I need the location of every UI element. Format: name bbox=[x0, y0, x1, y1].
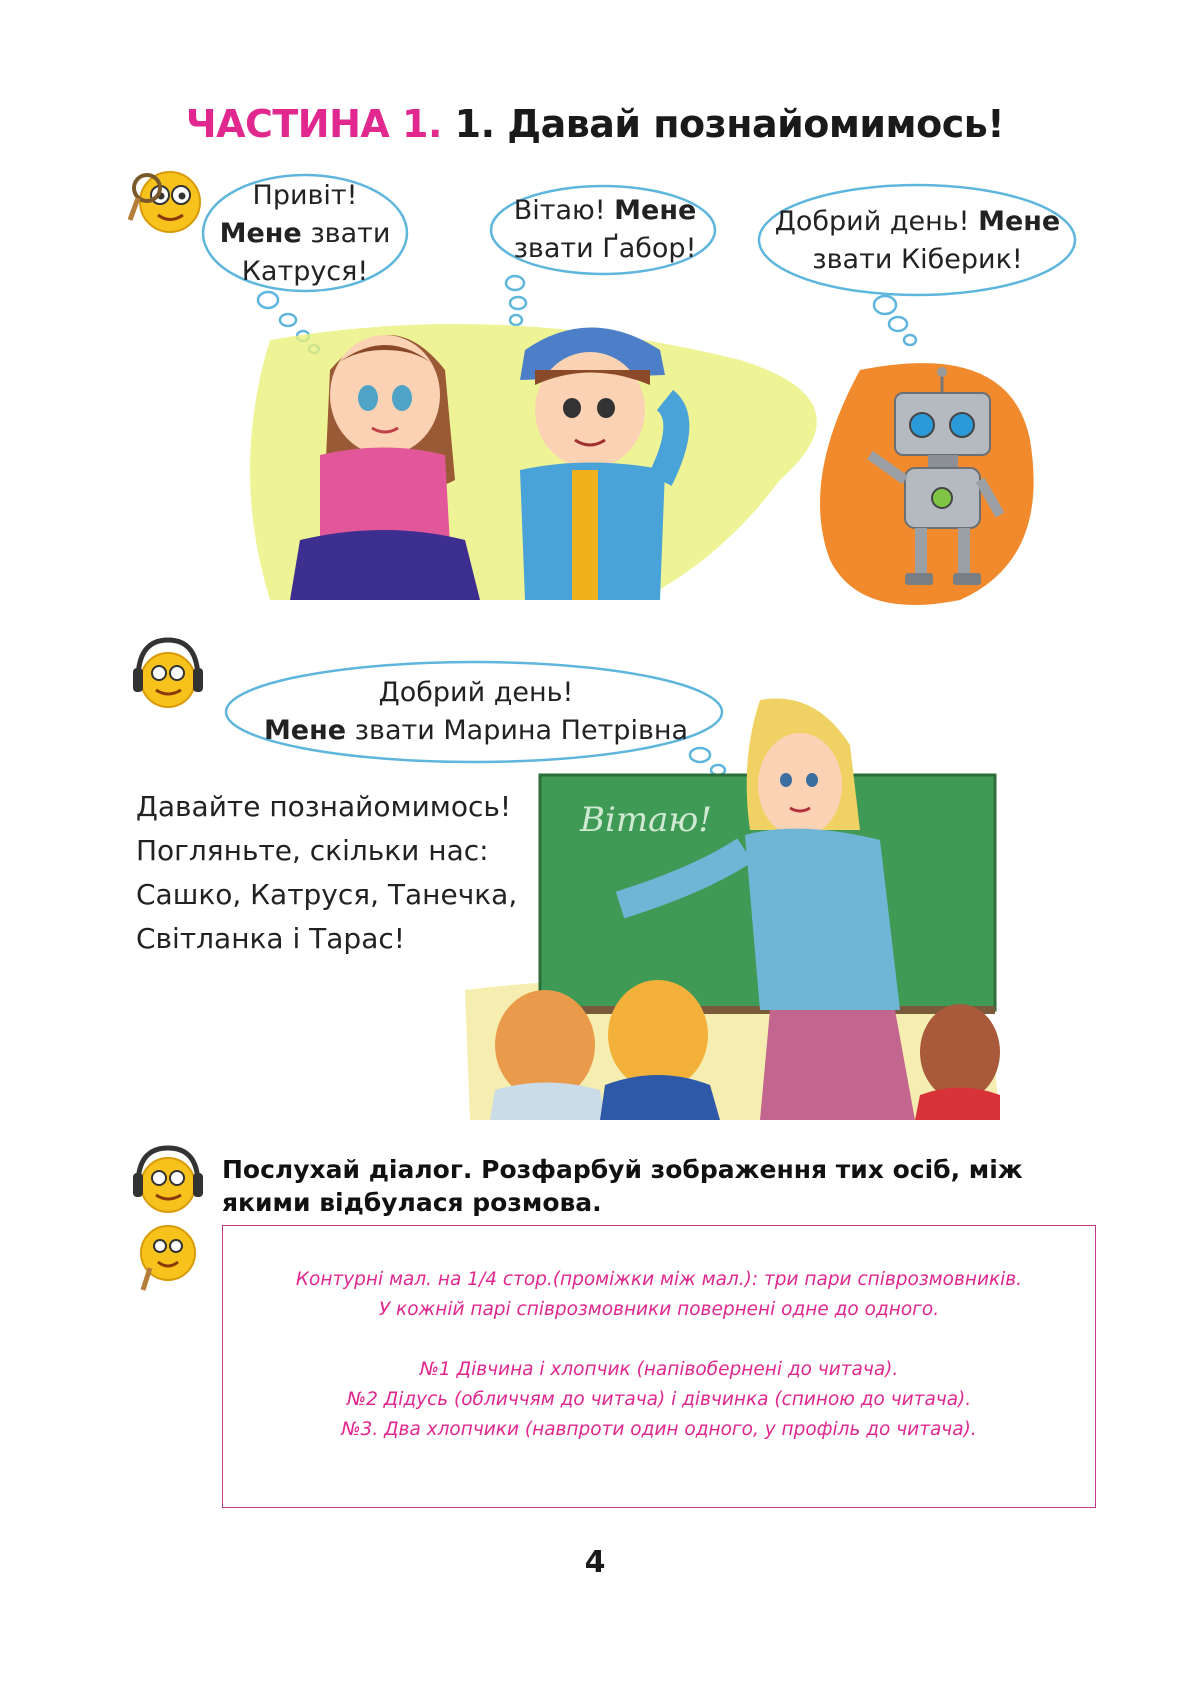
bubble-pre: Добрий день! bbox=[774, 206, 979, 237]
blackboard-text: Вітаю! bbox=[580, 800, 712, 840]
bubble-rest: звати bbox=[301, 218, 391, 249]
headphones-emoji-icon bbox=[133, 640, 203, 707]
intro-line: Давайте познайомимось! bbox=[136, 790, 512, 823]
bubble-line: Добрий день! bbox=[378, 677, 574, 708]
task-instruction: Послухай діалог. Розфарбуй зображення тих осіб, між якими відбулася розмова. bbox=[222, 1155, 1023, 1217]
bubble-kiberyk-text bbox=[765, 203, 1070, 279]
bubble-teacher-text bbox=[236, 674, 716, 750]
headphones-emoji-icon-2 bbox=[133, 1148, 203, 1212]
bubble-line bbox=[236, 712, 716, 750]
classroom-illustration bbox=[465, 698, 1000, 1120]
bubble-bold: Мене bbox=[219, 218, 302, 249]
intro-line: Погляньте, скільки нас: bbox=[136, 834, 489, 867]
lesson-title: 1. Давай познайомимось! bbox=[441, 102, 1005, 146]
bubble-line: Привіт! bbox=[252, 180, 358, 211]
bubble-pre: Вітаю! bbox=[513, 195, 615, 226]
intro-line: Світланка і Тарас! bbox=[136, 922, 405, 955]
page-number: 4 bbox=[584, 1545, 606, 1580]
intro-text bbox=[136, 785, 517, 961]
bubble-line bbox=[495, 192, 715, 230]
note-line: №3. Два хлопчики (навпроти один одного, у профіль до читача). bbox=[341, 1419, 977, 1440]
bubble-line: звати Кіберик! bbox=[812, 244, 1023, 275]
bubble-line bbox=[765, 203, 1070, 241]
note-line: Контурні мал. на 1/4 стор.(проміжки між мал.): три пари співрозмовників. bbox=[295, 1269, 1023, 1290]
bubble-bold: Мене bbox=[263, 715, 347, 746]
note-line: №2 Дідусь (обличчям до читача) і дівчинка (спиною до читача). bbox=[346, 1389, 972, 1410]
bubble-line: звати Ґабор! bbox=[513, 233, 697, 264]
bubble-bold: Мене bbox=[614, 195, 697, 226]
coloring-area-box bbox=[222, 1225, 1096, 1508]
bubble-bold: Мене bbox=[978, 206, 1061, 237]
bubble-rest: звати Марина Петрівна bbox=[346, 715, 689, 746]
bubble-gabor-text bbox=[495, 192, 715, 268]
note-line: №1 Дівчина і хлопчик (напівобернені до читача). bbox=[419, 1359, 899, 1380]
bubble-line: Катруся! bbox=[241, 256, 369, 287]
bubble-line bbox=[215, 215, 395, 253]
bubble-katrusia-text bbox=[215, 177, 395, 291]
intro-line: Сашко, Катруся, Танечка, bbox=[136, 878, 518, 911]
paintbrush-emoji-icon bbox=[141, 1226, 195, 1290]
note-line: У кожній парі співрозмовники повернені одне до одного. bbox=[378, 1299, 940, 1320]
part-label: ЧАСТИНА 1. bbox=[185, 102, 442, 146]
magnifier-emoji-icon bbox=[130, 172, 200, 232]
